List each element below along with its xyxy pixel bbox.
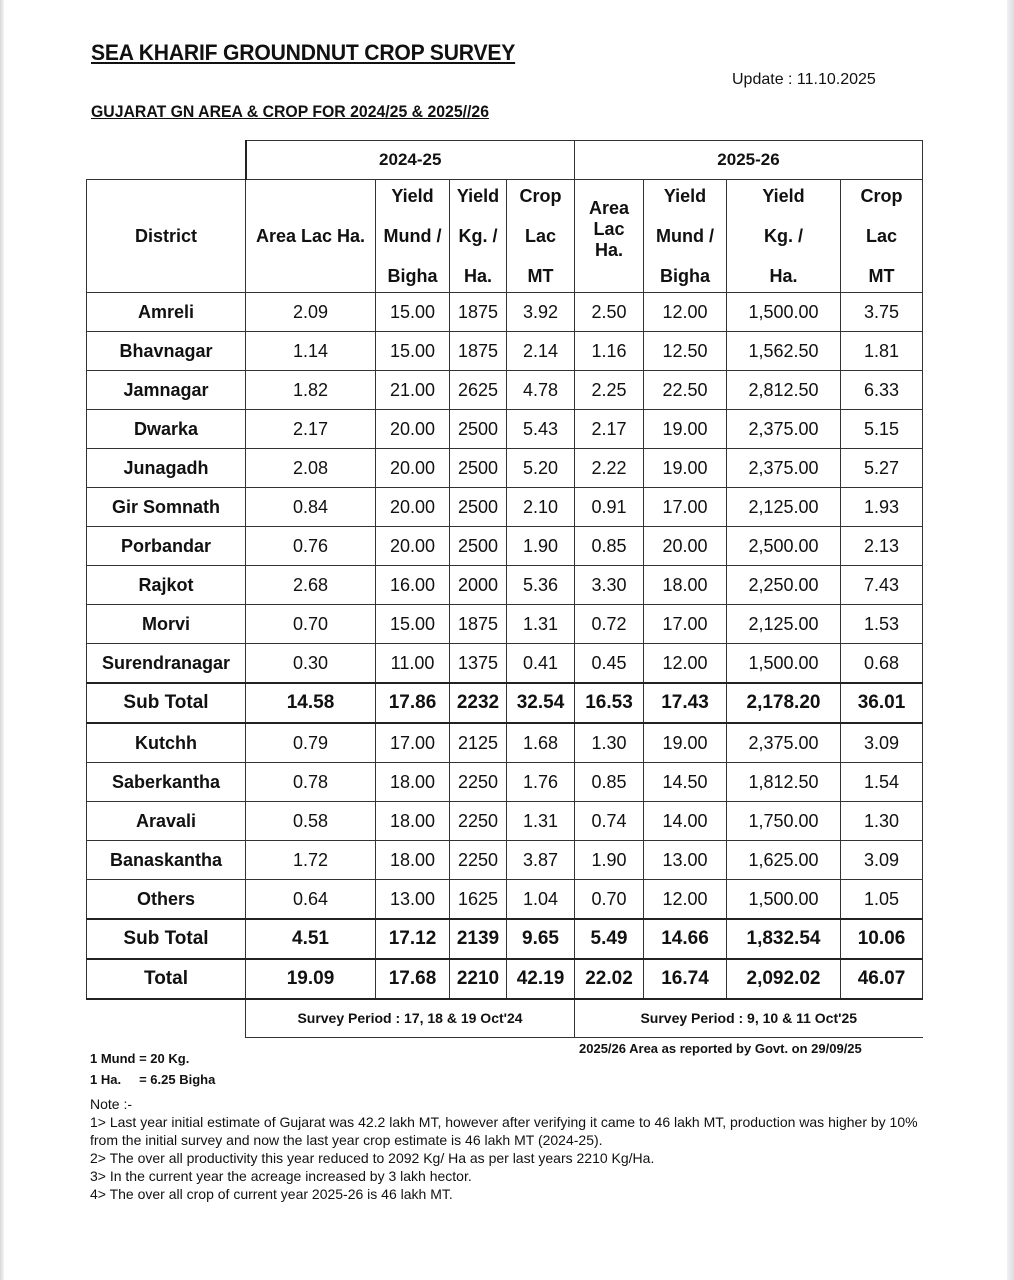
- cell-crop-2024: 5.20: [507, 448, 575, 487]
- notes-heading: Note :-: [90, 1096, 133, 1112]
- district-name: Banaskantha: [87, 840, 246, 879]
- cell-yield-mund-2024: 17.68: [376, 959, 450, 999]
- year-header-2024-25: 2024-25: [246, 141, 575, 180]
- cell-yield-mund-2025: 14.50: [644, 762, 727, 801]
- cell-yield-mund-2025: 14.66: [644, 919, 727, 959]
- cell-crop-2024: 4.78: [507, 370, 575, 409]
- cell-crop-2025: 36.01: [841, 683, 923, 723]
- conversion-hectare: 1 Ha. = 6.25 Bigha: [90, 1072, 216, 1087]
- row-label: Total: [87, 959, 246, 999]
- col-header-yield-kg-2024: Yield Kg. / Ha.: [450, 179, 507, 292]
- page-edge-right: [1007, 0, 1014, 1280]
- cell-yield-mund-2024: 15.00: [376, 292, 450, 331]
- cell-crop-2024: 3.87: [507, 840, 575, 879]
- subtotal-row: [87, 919, 923, 959]
- govt-area-note: 2025/26 Area as reported by Govt. on 29/09/25: [579, 1041, 862, 1056]
- table-row: [87, 370, 923, 409]
- cell-area-2024: 19.09: [246, 959, 376, 999]
- cell-yield-mund-2024: 17.12: [376, 919, 450, 959]
- cell-yield-kg-2024: 2125: [450, 723, 507, 763]
- cell-area-2024: 0.70: [246, 604, 376, 643]
- cell-area-2024: 1.82: [246, 370, 376, 409]
- cell-crop-2025: 3.75: [841, 292, 923, 331]
- cell-yield-mund-2024: 20.00: [376, 409, 450, 448]
- cell-yield-kg-2024: 1875: [450, 292, 507, 331]
- cell-yield-kg-2024: 1875: [450, 331, 507, 370]
- cell-area-2025: 0.70: [575, 879, 644, 919]
- cell-area-2024: 4.51: [246, 919, 376, 959]
- cell-crop-2025: 0.68: [841, 643, 923, 683]
- table-row: [87, 292, 923, 331]
- cell-yield-kg-2025: 1,500.00: [727, 292, 841, 331]
- cell-area-2024: 2.08: [246, 448, 376, 487]
- cell-yield-kg-2024: 2500: [450, 526, 507, 565]
- cell-yield-kg-2025: 2,375.00: [727, 409, 841, 448]
- col-header-crop-2025: Crop Lac MT: [841, 179, 923, 292]
- cell-yield-mund-2025: 17.00: [644, 487, 727, 526]
- col-header-area-2025: Area Lac Ha.: [575, 179, 644, 292]
- cell-area-2025: 0.45: [575, 643, 644, 683]
- cell-yield-mund-2024: 17.86: [376, 683, 450, 723]
- cell-yield-kg-2024: 1375: [450, 643, 507, 683]
- district-name: Jamnagar: [87, 370, 246, 409]
- note-item: 4> The over all crop of current year 2025-26 is 46 lakh MT.: [90, 1186, 453, 1202]
- cell-yield-kg-2025: 2,178.20: [727, 683, 841, 723]
- cell-area-2024: 2.17: [246, 409, 376, 448]
- table-row: [87, 331, 923, 370]
- cell-yield-mund-2024: 17.00: [376, 723, 450, 763]
- cell-yield-kg-2024: 2232: [450, 683, 507, 723]
- cell-area-2025: 16.53: [575, 683, 644, 723]
- cell-area-2025: 3.30: [575, 565, 644, 604]
- cell-area-2025: 1.16: [575, 331, 644, 370]
- cell-yield-kg-2025: 2,812.50: [727, 370, 841, 409]
- cell-area-2025: 0.74: [575, 801, 644, 840]
- cell-area-2025: 22.02: [575, 959, 644, 999]
- cell-area-2025: 1.30: [575, 723, 644, 763]
- cell-crop-2024: 1.04: [507, 879, 575, 919]
- column-header-row: [87, 179, 923, 292]
- cell-yield-kg-2025: 1,562.50: [727, 331, 841, 370]
- cell-crop-2025: 10.06: [841, 919, 923, 959]
- cell-yield-mund-2025: 12.00: [644, 643, 727, 683]
- cell-yield-kg-2025: 1,812.50: [727, 762, 841, 801]
- cell-area-2024: 0.64: [246, 879, 376, 919]
- cell-crop-2025: 1.05: [841, 879, 923, 919]
- cell-crop-2024: 32.54: [507, 683, 575, 723]
- cell-yield-mund-2024: 20.00: [376, 448, 450, 487]
- cell-crop-2024: 1.76: [507, 762, 575, 801]
- cell-yield-mund-2025: 18.00: [644, 565, 727, 604]
- row-label: Sub Total: [87, 919, 246, 959]
- cell-yield-mund-2024: 18.00: [376, 762, 450, 801]
- cell-area-2024: 14.58: [246, 683, 376, 723]
- cell-yield-kg-2024: 1875: [450, 604, 507, 643]
- cell-yield-mund-2024: 18.00: [376, 840, 450, 879]
- year-header-row: [87, 141, 923, 180]
- cell-area-2024: 0.30: [246, 643, 376, 683]
- table-row: [87, 723, 923, 763]
- cell-area-2024: 1.72: [246, 840, 376, 879]
- cell-yield-kg-2024: 1625: [450, 879, 507, 919]
- district-name: Morvi: [87, 604, 246, 643]
- cell-crop-2025: 46.07: [841, 959, 923, 999]
- cell-yield-mund-2024: 15.00: [376, 604, 450, 643]
- cell-crop-2024: 9.65: [507, 919, 575, 959]
- table-row: [87, 487, 923, 526]
- cell-area-2025: 0.85: [575, 526, 644, 565]
- table-row: [87, 643, 923, 683]
- cell-area-2025: 2.22: [575, 448, 644, 487]
- district-name: Aravali: [87, 801, 246, 840]
- cell-yield-kg-2024: 2250: [450, 762, 507, 801]
- table-row: [87, 526, 923, 565]
- cell-crop-2024: 42.19: [507, 959, 575, 999]
- table-row: [87, 448, 923, 487]
- cell-yield-kg-2025: 2,125.00: [727, 487, 841, 526]
- col-header-yield-mund-2024: Yield Mund / Bigha: [376, 179, 450, 292]
- cell-crop-2024: 1.90: [507, 526, 575, 565]
- cell-yield-mund-2025: 12.50: [644, 331, 727, 370]
- cell-yield-mund-2025: 19.00: [644, 409, 727, 448]
- cell-yield-mund-2024: 16.00: [376, 565, 450, 604]
- cell-crop-2024: 2.10: [507, 487, 575, 526]
- cell-yield-kg-2024: 2500: [450, 409, 507, 448]
- cell-yield-mund-2024: 15.00: [376, 331, 450, 370]
- cell-crop-2025: 3.09: [841, 840, 923, 879]
- document-subtitle: GUJARAT GN AREA & CROP FOR 2024/25 & 2025//26: [91, 102, 490, 121]
- page-edge-left: [0, 0, 4, 1280]
- cell-crop-2024: 2.14: [507, 331, 575, 370]
- cell-yield-mund-2025: 19.00: [644, 448, 727, 487]
- survey-period-2025: Survey Period : 9, 10 & 11 Oct'25: [575, 999, 923, 1038]
- conversion-mund: 1 Mund = 20 Kg.: [90, 1051, 190, 1066]
- cell-area-2025: 2.17: [575, 409, 644, 448]
- cell-crop-2025: 5.27: [841, 448, 923, 487]
- cell-crop-2025: 1.53: [841, 604, 923, 643]
- district-name: Saberkantha: [87, 762, 246, 801]
- notes-section: [90, 1095, 920, 1203]
- cell-crop-2025: 3.09: [841, 723, 923, 763]
- crop-survey-table: [86, 140, 923, 1038]
- cell-crop-2024: 3.92: [507, 292, 575, 331]
- district-name: Amreli: [87, 292, 246, 331]
- cell-yield-mund-2025: 19.00: [644, 723, 727, 763]
- cell-yield-kg-2025: 1,625.00: [727, 840, 841, 879]
- year-header-2025-26: 2025-26: [575, 141, 923, 180]
- cell-yield-mund-2025: 16.74: [644, 959, 727, 999]
- cell-crop-2025: 1.54: [841, 762, 923, 801]
- col-header-yield-kg-2025: Yield Kg. / Ha.: [727, 179, 841, 292]
- table-row: [87, 565, 923, 604]
- cell-yield-mund-2025: 12.00: [644, 292, 727, 331]
- cell-area-2025: 1.90: [575, 840, 644, 879]
- cell-crop-2025: 7.43: [841, 565, 923, 604]
- cell-yield-kg-2025: 2,250.00: [727, 565, 841, 604]
- note-item: 1> Last year initial estimate of Gujarat was 42.2 lakh MT, however after verifying it came to 46 lakh MT, production was higher by 10% from the initial survey and now the last year crop estimate is 46 lakh MT (2024-25).: [90, 1114, 918, 1148]
- cell-yield-mund-2024: 20.00: [376, 526, 450, 565]
- cell-yield-kg-2025: 1,832.54: [727, 919, 841, 959]
- cell-crop-2024: 5.43: [507, 409, 575, 448]
- cell-yield-kg-2024: 2250: [450, 801, 507, 840]
- note-item: 3> In the current year the acreage increased by 3 lakh hector.: [90, 1168, 472, 1184]
- cell-yield-kg-2025: 1,500.00: [727, 643, 841, 683]
- cell-yield-kg-2024: 2000: [450, 565, 507, 604]
- cell-crop-2025: 6.33: [841, 370, 923, 409]
- col-header-crop-2024: Crop Lac MT: [507, 179, 575, 292]
- cell-yield-mund-2024: 21.00: [376, 370, 450, 409]
- cell-area-2024: 1.14: [246, 331, 376, 370]
- cell-yield-mund-2025: 12.00: [644, 879, 727, 919]
- cell-yield-kg-2025: 1,750.00: [727, 801, 841, 840]
- table-row: [87, 801, 923, 840]
- cell-yield-mund-2025: 20.00: [644, 526, 727, 565]
- note-item: 2> The over all productivity this year reduced to 2092 Kg/ Ha as per last years 2210 Kg/Ha.: [90, 1150, 655, 1166]
- cell-area-2025: 5.49: [575, 919, 644, 959]
- table-row: [87, 409, 923, 448]
- cell-yield-kg-2025: 1,500.00: [727, 879, 841, 919]
- district-name: Porbandar: [87, 526, 246, 565]
- cell-yield-mund-2024: 18.00: [376, 801, 450, 840]
- district-name: Surendranagar: [87, 643, 246, 683]
- cell-yield-kg-2025: 2,092.02: [727, 959, 841, 999]
- update-date: Update : 11.10.2025: [732, 71, 876, 88]
- cell-area-2024: 2.68: [246, 565, 376, 604]
- cell-yield-kg-2024: 2250: [450, 840, 507, 879]
- table-row: [87, 879, 923, 919]
- cell-crop-2025: 1.93: [841, 487, 923, 526]
- cell-yield-mund-2024: 20.00: [376, 487, 450, 526]
- cell-yield-mund-2025: 14.00: [644, 801, 727, 840]
- cell-crop-2025: 5.15: [841, 409, 923, 448]
- row-label: Sub Total: [87, 683, 246, 723]
- cell-area-2025: 0.72: [575, 604, 644, 643]
- cell-area-2024: 0.84: [246, 487, 376, 526]
- col-header-district: District: [87, 179, 246, 292]
- table-row: [87, 840, 923, 879]
- cell-crop-2024: 1.68: [507, 723, 575, 763]
- total-row: [87, 959, 923, 999]
- cell-area-2024: 0.79: [246, 723, 376, 763]
- col-header-yield-mund-2025: Yield Mund / Bigha: [644, 179, 727, 292]
- cell-yield-mund-2025: 13.00: [644, 840, 727, 879]
- survey-period-row: [87, 999, 923, 1038]
- cell-yield-kg-2025: 2,125.00: [727, 604, 841, 643]
- table-row: [87, 604, 923, 643]
- cell-area-2024: 0.58: [246, 801, 376, 840]
- cell-crop-2024: 5.36: [507, 565, 575, 604]
- cell-area-2024: 0.78: [246, 762, 376, 801]
- cell-area-2024: 0.76: [246, 526, 376, 565]
- cell-yield-kg-2025: 2,375.00: [727, 723, 841, 763]
- cell-yield-mund-2025: 22.50: [644, 370, 727, 409]
- cell-yield-mund-2025: 17.43: [644, 683, 727, 723]
- cell-yield-kg-2024: 2500: [450, 448, 507, 487]
- survey-period-2024: Survey Period : 17, 18 & 19 Oct'24: [246, 999, 575, 1038]
- table-row: [87, 762, 923, 801]
- cell-crop-2025: 1.81: [841, 331, 923, 370]
- cell-crop-2025: 2.13: [841, 526, 923, 565]
- cell-area-2025: 0.85: [575, 762, 644, 801]
- cell-crop-2024: 0.41: [507, 643, 575, 683]
- district-name: Bhavnagar: [87, 331, 246, 370]
- district-name: Junagadh: [87, 448, 246, 487]
- district-name: Gir Somnath: [87, 487, 246, 526]
- col-header-area-2024: Area Lac Ha.: [246, 179, 376, 292]
- cell-area-2025: 0.91: [575, 487, 644, 526]
- cell-crop-2025: 1.30: [841, 801, 923, 840]
- cell-crop-2024: 1.31: [507, 801, 575, 840]
- subtotal-row: [87, 683, 923, 723]
- cell-yield-kg-2025: 2,375.00: [727, 448, 841, 487]
- district-name: Others: [87, 879, 246, 919]
- district-name: Dwarka: [87, 409, 246, 448]
- cell-yield-kg-2024: 2500: [450, 487, 507, 526]
- district-name: Kutchh: [87, 723, 246, 763]
- document-title: SEA KHARIF GROUNDNUT CROP SURVEY: [91, 40, 516, 65]
- cell-area-2025: 2.50: [575, 292, 644, 331]
- table-body: [87, 292, 923, 1038]
- cell-yield-kg-2024: 2139: [450, 919, 507, 959]
- cell-yield-kg-2024: 2210: [450, 959, 507, 999]
- cell-yield-kg-2024: 2625: [450, 370, 507, 409]
- cell-yield-mund-2024: 13.00: [376, 879, 450, 919]
- cell-yield-mund-2025: 17.00: [644, 604, 727, 643]
- cell-yield-kg-2025: 2,500.00: [727, 526, 841, 565]
- cell-crop-2024: 1.31: [507, 604, 575, 643]
- cell-area-2024: 2.09: [246, 292, 376, 331]
- cell-area-2025: 2.25: [575, 370, 644, 409]
- district-name: Rajkot: [87, 565, 246, 604]
- cell-yield-mund-2024: 11.00: [376, 643, 450, 683]
